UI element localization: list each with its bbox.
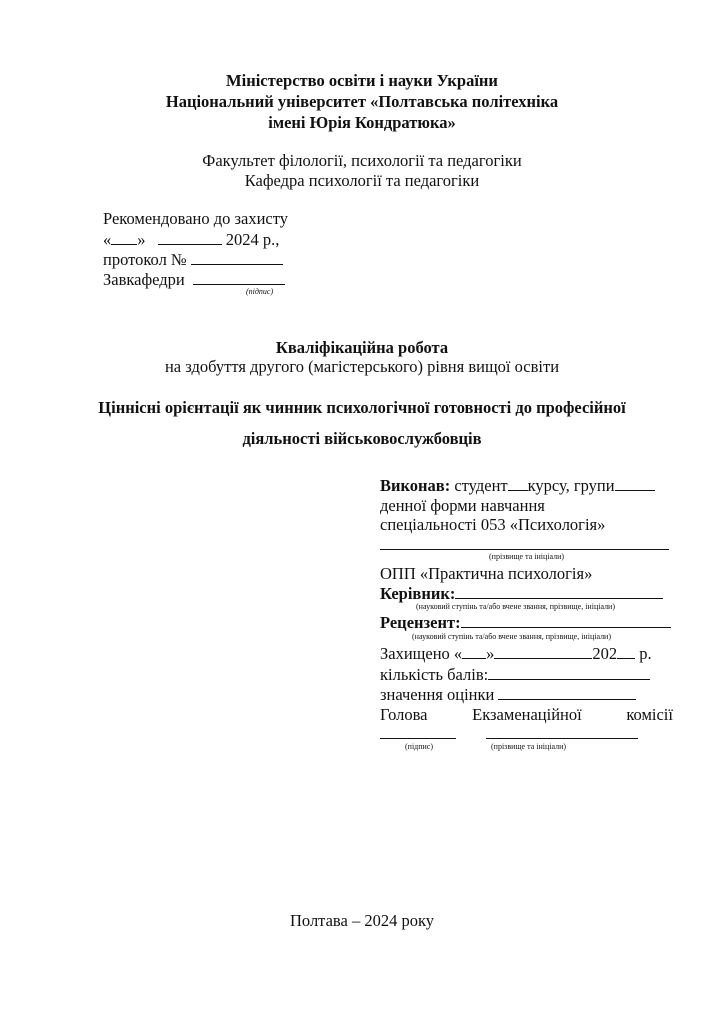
- head-label: Завкафедри: [103, 270, 185, 289]
- author-name-caption: (прізвище та ініціали): [489, 552, 565, 561]
- supervisor-blank: [455, 584, 663, 599]
- defended-quote-close: »: [486, 644, 495, 663]
- grade-blank: [498, 685, 636, 700]
- reviewer-caption: (науковий ступінь та/або вчене звання, прізвище, ініціали): [412, 632, 611, 641]
- protocol-blank: [191, 250, 283, 265]
- supervisor-caption: (науковий ступінь та/або вчене звання, прізвище, ініціали): [416, 602, 615, 611]
- grade-row: [380, 684, 636, 705]
- work-type: Кваліфікаційна робота: [275, 338, 449, 357]
- commission-word-1: Голова: [380, 705, 428, 724]
- defended-year-blank: [617, 644, 635, 659]
- university-heading-line2: імені Юрія Кондратюка»: [268, 113, 456, 132]
- points-row: [380, 664, 650, 685]
- defended-label: Захищено «: [380, 644, 463, 663]
- group-blank: [615, 476, 655, 491]
- defended-row: [380, 643, 652, 664]
- specialty: спеціальності 053 «Психологія»: [380, 515, 606, 534]
- defended-year-prefix: 202: [592, 644, 618, 663]
- defended-day-blank: [462, 644, 486, 659]
- commission-signature-caption: (підпис): [405, 742, 434, 751]
- work-title-line1: Ціннісні орієнтації як чинник психологічної готовності до професійної: [98, 398, 626, 417]
- author-name-blank: [380, 535, 669, 550]
- points-label: кількість балів:: [380, 665, 489, 684]
- reviewer-label: Рецензент:: [380, 613, 461, 632]
- date-quote-open: «: [103, 230, 112, 249]
- commission-row: [380, 704, 673, 725]
- defended-month-blank: [494, 644, 592, 659]
- faculty-name: Факультет філології, психології та педагогіки: [202, 151, 522, 170]
- city-year: Полтава – 2024 року: [290, 911, 434, 930]
- protocol-label: протокол №: [103, 250, 187, 269]
- reviewer-row: [380, 612, 671, 633]
- signature-caption: (підпис): [246, 287, 274, 296]
- recommendation-title: Рекомендовано до захисту: [103, 209, 288, 228]
- head-signature-blank: [193, 270, 285, 285]
- ministry-heading: Міністерство освіти і науки України: [226, 71, 498, 90]
- performed-label: Виконав:: [380, 476, 451, 495]
- commission-word-2: Екзаменаційної: [472, 705, 582, 724]
- supervisor-row: [380, 583, 663, 604]
- month-blank: [158, 230, 222, 245]
- program: ОПП «Практична психологія»: [380, 564, 593, 583]
- study-form: денної форми навчання: [380, 496, 545, 515]
- commission-name-caption: (прізвище та ініціали): [491, 742, 567, 751]
- department-name: Кафедра психології та педагогіки: [244, 171, 480, 190]
- date-quote-close: »: [137, 230, 146, 249]
- supervisor-label: Керівник:: [380, 584, 456, 603]
- defended-year-suffix: р.: [635, 644, 652, 663]
- day-blank: [111, 230, 137, 245]
- commission-signature-blank: [380, 724, 456, 739]
- commission-word-3: комісії: [626, 705, 673, 724]
- recommendation-year: 2024 р.,: [225, 230, 280, 249]
- university-heading-line1: Національний університет «Полтавська політехніка: [165, 92, 559, 111]
- protocol-row: [103, 249, 283, 270]
- grade-label: значення оцінки: [380, 685, 495, 704]
- performed-group: курсу, групи: [527, 476, 615, 495]
- points-blank: [488, 665, 650, 680]
- commission-name-blank: [486, 724, 638, 739]
- course-blank: [508, 476, 528, 491]
- reviewer-blank: [461, 613, 671, 628]
- work-degree: на здобуття другого (магістерського) рівня вищої освіти: [164, 357, 560, 376]
- performed-row: [380, 475, 655, 496]
- recommendation-date: [103, 229, 279, 250]
- work-title-line2: діяльності військовослужбовців: [242, 429, 482, 448]
- performed-student: студент: [450, 476, 508, 495]
